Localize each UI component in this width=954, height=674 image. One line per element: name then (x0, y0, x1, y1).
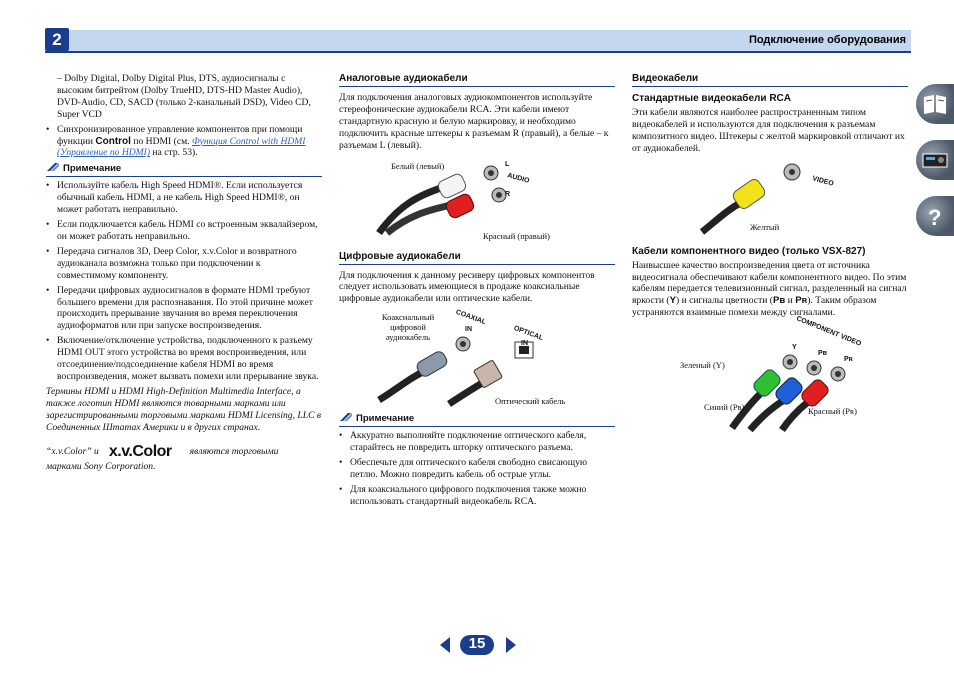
page-header-title: Подключение оборудования (748, 34, 906, 46)
analog-text: Для подключения аналоговых аудиокомпонентов используйте стереофонические аудиокабели RCA. Эти кабели имеют стандартную красную и белую маркировку, и необходимо подключить красные штекеры к разъемам R (правый), а белые – к разъемам L (левый). (339, 92, 609, 151)
component-video-figure (632, 315, 908, 432)
video-tag: VIDEO (811, 174, 835, 188)
yellow-label: Желтый (750, 221, 780, 232)
note-item: • Обеспечьте для оптического кабеля свободно свисающую петлю. Можно повредить кабель об острые углы. (339, 457, 615, 481)
side-tab-receiver[interactable] (916, 140, 954, 180)
column-1 (46, 73, 322, 476)
comp-text-2: ) и сигналы цветности ( (676, 295, 773, 307)
component-video-cable-illustration (632, 322, 908, 432)
xv-color-logo: x.v.Color (108, 443, 172, 461)
optical-cable-label: Оптический кабель (495, 396, 566, 407)
comp-y: Y (669, 295, 677, 307)
xv-end: марками Sony Corporation. (46, 461, 156, 473)
optical-tag: OPTICAL (512, 325, 545, 343)
rca-video-figure (632, 158, 908, 236)
next-arrow-icon[interactable] (506, 637, 516, 653)
notes-list (46, 180, 322, 383)
note-item: • Включение/отключение устройства, подключенного к разъему HDMI OUT этого устройства во время воспроизведения, или отсоединение/подсоединение кабеля HDMI во время воспроизведения, может вызвать помехи или прерывание звука. (46, 335, 322, 383)
note-item: • Если подключается кабель HDMI со встроенным эквалайзером, он может работать неправильно. (46, 219, 322, 243)
side-tab-help[interactable] (916, 196, 954, 236)
book-icon (916, 84, 954, 124)
rca-video-subheading: Стандартные видеокабели RCA (632, 93, 791, 104)
r-tag: R (505, 190, 511, 198)
comp-text-4: ). Таким образом устраняются взаимные помехи между сигналами. (632, 295, 877, 319)
xv-color-line (46, 443, 322, 473)
column-3 (632, 73, 908, 432)
red-pr-label: Красный (Pʀ) (808, 406, 857, 417)
in-tag-1: IN (465, 326, 472, 334)
rca-video-text: Эти кабели являются наиболее распространенным типом видеокабелей и используются для подключения к разъемам композитного видео. Штекеры с желтой маркировкой отличают их от аудиокабелей. (632, 107, 905, 154)
coaxial-cable-label: Коаксиальный цифровой аудиокабель (381, 312, 435, 343)
note-item: • Передача сигналов 3D, Deep Color, x.v.Color и возвратного аудиоканала возможна только при подключении к совместимому компоненту. (46, 246, 322, 282)
page-navigator (438, 634, 518, 656)
trademark-text: Термины HDMI и HDMI High-Definition Multimedia Interface, а также логотип HDMI являются товарными марками или зарегистрированными торговыми марками HDMI Licensing, LLC в Соединенных Штатах Америки и в других странах. (46, 385, 322, 433)
sync-list (46, 124, 322, 160)
help-question-icon (916, 196, 954, 236)
sync-text-post: на стр. 53). (150, 147, 198, 159)
y-tag: Y (792, 344, 797, 352)
format-list-text: – Dolby Digital, Dolby Digital Plus, DTS, аудиосигналы с высоким битрейтом (Dolby TrueHD, DTS-HD Master Audio), DVD-Audio, CD, SACD (только 2-канальный DSD), Video CD, Super VCD (57, 73, 311, 120)
audio-tag: AUDIO (506, 171, 531, 185)
pb-tag: Pʙ (818, 350, 827, 358)
pencil-icon (46, 162, 60, 175)
svg-text:?: ? (928, 205, 942, 230)
blue-pb-label: Синий (Pʙ) (704, 402, 745, 413)
video-heading: Видеокабели (632, 73, 908, 87)
column-2 (339, 73, 615, 511)
sync-item (46, 124, 322, 160)
rca-audio-cable-illustration (339, 155, 615, 237)
control-hdmi-link[interactable]: Функция Control with HDMI (Управление по HDMI) (57, 135, 306, 159)
analog-cable-figure (339, 155, 615, 241)
digital-heading: Цифровые аудиокабели (339, 251, 615, 265)
digital-text: Для подключения к данному ресиверу цифровых компонентов следует использовать имеющиеся в продаже коаксиальные цифровые аудиокабели или оптические кабели. (339, 269, 595, 305)
component-video-text (632, 260, 908, 320)
white-left-label: Белый (левый) (391, 160, 445, 171)
side-tab-book[interactable] (916, 84, 954, 124)
component-video-subheading: Кабели компонентного видео (только VSX-827) (632, 245, 866, 257)
in-tag-2: IN (521, 340, 528, 348)
note-item: • Используйте кабель High Speed HDMI®. Если используется обычный кабель HDMI, а не кабель High Speed HDMI®, он может работать неправильно. (46, 180, 322, 216)
digital-cable-figure (339, 308, 615, 408)
pencil-icon (339, 412, 353, 425)
note-heading (46, 162, 322, 177)
prev-arrow-icon[interactable] (440, 637, 450, 653)
green-y-label: Зеленый (Y) (680, 360, 725, 371)
coaxial-tag: COAXIAL (454, 309, 487, 327)
note-title: Примечание (356, 413, 415, 425)
xv-post: являются торговыми (189, 446, 279, 458)
comp-pb: Pʙ (772, 295, 786, 307)
comp-pr: Pʀ (795, 295, 808, 307)
page-number: 15 (468, 635, 486, 652)
note-item: • Передачи цифровых аудиосигналов в формате HDMI требуют большего времени для распознавания. По этой причине может происходить прерывание звучания во время переключения аудиоформатов или при запуске воспроизведения. (46, 285, 322, 333)
control-word: Control (95, 135, 131, 147)
comp-text-1: Наивысшее качество воспроизведения цвета от источника видеосигнала обеспечивают кабели компонентного видео. По этим кабелям передается телевизионный сигнал, разделенный на сигнал яркости ( (632, 259, 907, 307)
xv-pre: “x.v.Color” и (46, 446, 99, 458)
note-heading (339, 412, 615, 427)
receiver-icon (916, 140, 954, 180)
note-title: Примечание (63, 163, 122, 175)
red-right-label: Красный (правый) (483, 230, 550, 241)
sync-text-mid: по HDMI (см. (130, 135, 192, 147)
chapter-badge: 2 (45, 28, 69, 51)
sync-text: Синхронизированное управление компонентов при помощи функции (57, 123, 303, 147)
notes-list (339, 430, 615, 507)
l-tag: L (505, 160, 510, 168)
component-video-tag: COMPONENT VIDEO (795, 315, 863, 348)
analog-heading: Аналоговые аудиокабели (339, 73, 615, 87)
note-item: • Для коаксиального цифрового подключения также можно использовать стандартный видеокабель RCA. (339, 484, 615, 508)
comp-text-3: и (785, 295, 796, 307)
note-item: • Аккуратно выполняйте подключение оптического кабеля, старайтесь не повредить шторку оптического разъема. (339, 430, 615, 454)
pr-tag: Pʀ (844, 356, 853, 364)
